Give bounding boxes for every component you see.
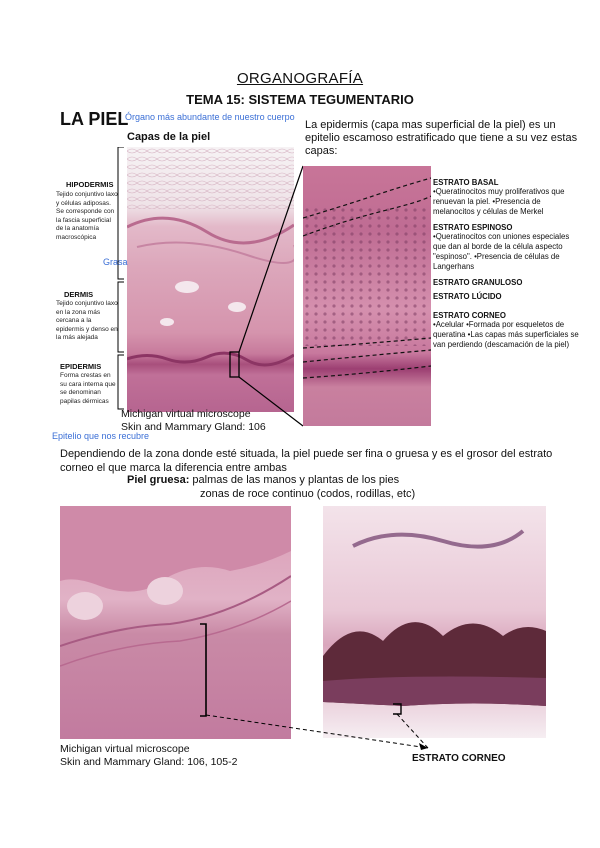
thickness-paragraph: Dependiendo de la zona donde esté situada, la piel puede ser fina o gruesa y es el grosor del estrato corneo el que marca la diferencia entre ambas (60, 448, 553, 474)
page-title: ORGANOGRAFÍA (236, 70, 364, 87)
grasa-note: Grasa (103, 257, 128, 267)
page-subtitle: TEMA 15: SISTEMA TEGUMENTARIO (186, 92, 414, 107)
micrograph1-caption-line1: Michigan virtual microscope (121, 408, 251, 420)
estrato-espinoso-label: ESTRATO ESPINOSO (433, 223, 513, 232)
micrograph2-caption-line1: Michigan virtual microscope (60, 743, 190, 755)
estrato-corneo-bottom-label: ESTRATO CORNEO (412, 753, 506, 764)
piel-gruesa-label: Piel gruesa: (127, 474, 190, 486)
epidermis-intro: La epidermis (capa mas superficial de la piel) es un epitelio escamoso estratificado que tiene a su vez estas capas: (305, 119, 578, 157)
hipodermis-text: Tejido conjuntivo laxo y células adiposas. Se corresponde con la fascia superficial de la anatomía macroscópica (56, 191, 118, 241)
epidermis-text: Forma crestas en su cara interna que se denominan papilas dérmicas (60, 372, 116, 405)
micrograph2-caption-line2: Skin and Mammary Gland: 106, 105-2 (60, 756, 238, 768)
zonas-text: zonas de roce continuo (codos, rodillas, etc) (200, 488, 416, 500)
estrato-corneo-label: ESTRATO CORNEO (433, 311, 506, 320)
epidermis-label: EPIDERMIS (60, 362, 102, 371)
epitelio-note: Epitelio que nos recubre (52, 431, 150, 441)
section-heading: LA PIEL (60, 109, 129, 129)
hipodermis-label: HIPODERMIS (66, 180, 114, 189)
estrato-basal-label: ESTRATO BASAL (433, 178, 499, 187)
micrograph1-caption-line2: Skin and Mammary Gland: 106 (121, 421, 266, 433)
dermis-text: Tejido conjuntivo laxo en la zona más cercana a la epidermis y denso en la más alejada (56, 300, 118, 341)
estrato-espinoso-text: •Queratinocitos con uniones especiales que dan al borde de la célula aspecto "espinoso". •Presencia de células de Langerhans (433, 232, 570, 271)
layers-title: Capas de la piel (127, 131, 211, 143)
micrograph2-caption (60, 743, 237, 769)
heading-note: Órgano más abundante de nuestro cuerpo (125, 112, 295, 122)
estrato-granuloso-label: ESTRATO GRANULOSO (433, 278, 523, 287)
piel-gruesa-text: palmas de las manos y plantas de los pies (189, 474, 400, 486)
estrato-corneo-text: •Acelular •Formada por esqueletos de queratina •Las capas más superficiales se van perdiendo (descamación de la piel) (433, 320, 579, 349)
estrato-lucido-label: ESTRATO LÚCIDO (433, 292, 502, 301)
estrato-basal-text: •Queratinocitos muy proliferativos que renuevan la piel. •Presencia de melanocitos y células de Merkel (433, 187, 565, 216)
dermis-label: DERMIS (64, 290, 94, 299)
